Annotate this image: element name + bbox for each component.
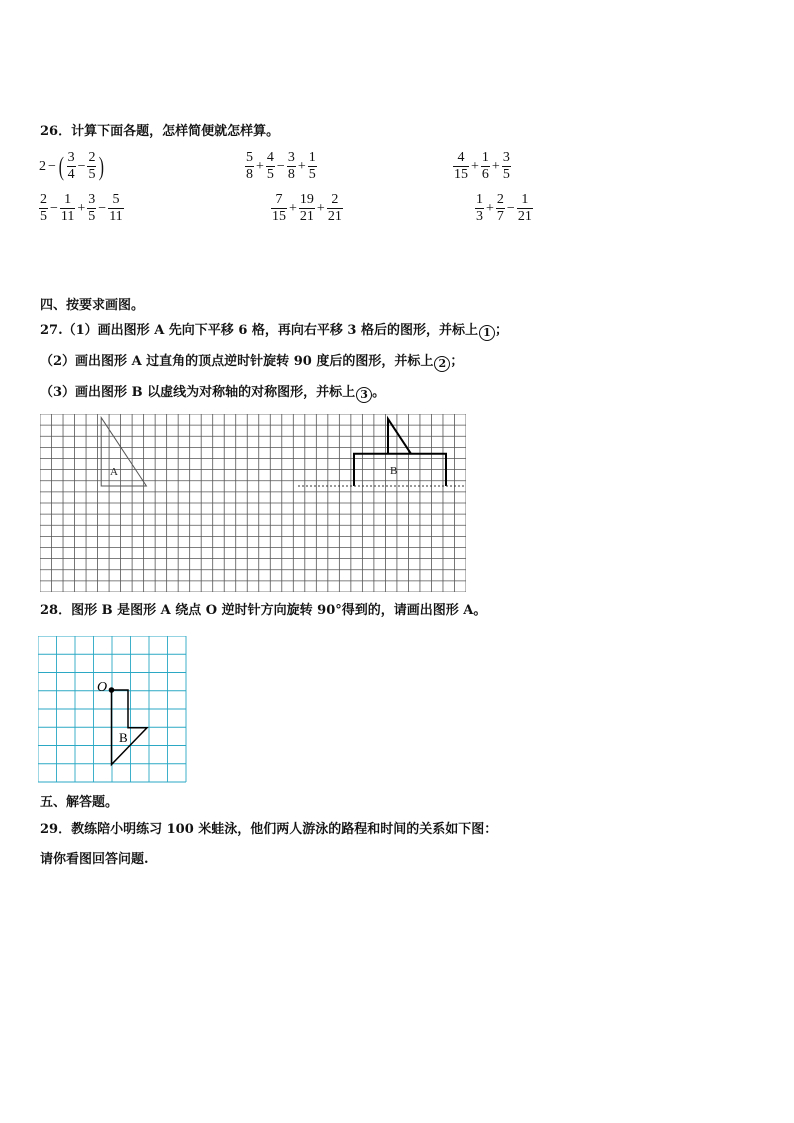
denominator: 5 [502,167,510,182]
fraction [87,150,96,183]
fraction [475,192,484,225]
operator: − [98,200,107,216]
fraction [517,192,533,225]
numerator: 3 [88,192,96,207]
denominator: 5 [88,167,96,182]
denominator: 11 [60,209,75,224]
q26-expression-3 [452,150,512,183]
parenthesis: ) [99,151,105,181]
numerator: 1 [64,192,72,207]
operator: − [48,158,56,174]
numerator: 1 [308,150,316,165]
numerator: 5 [112,192,120,207]
numerator: 3 [502,150,510,165]
numerator: 19 [299,192,314,207]
operator: + [77,200,86,216]
q27-line-2-text: （2）画出图形 A 过直角的顶点逆时针旋转 90 度后的图形，并标上 [40,354,434,369]
denominator: 3 [476,209,483,224]
numerator: 3 [67,150,75,165]
numerator: 2 [88,150,96,165]
fraction [245,150,254,183]
fraction [481,150,490,183]
circled-mark-3: 3 [356,387,372,403]
circled-mark-2: 2 [434,356,450,372]
shape-b-label: B [119,730,128,745]
fraction [60,192,75,225]
denominator: 8 [246,167,253,182]
operator: − [77,158,86,174]
q26-expression-4 [38,192,125,225]
denominator: 5 [40,209,47,224]
denominator: 5 [266,167,274,182]
operator: + [316,200,325,216]
fraction [67,150,76,183]
numerator: 1 [476,192,483,207]
q27-line-1-text: 27.（1）画出图形 A 先向下平移 6 格，再向右平移 3 格后的图形，并标上 [40,323,478,338]
denominator: 5 [308,167,316,182]
denominator: 7 [496,209,504,224]
q28-grid-figure [38,636,188,784]
q27-line-1 [40,323,508,341]
operator: 2 [39,158,46,174]
denominator: 5 [88,209,96,224]
shape-a-triangle [101,418,146,486]
q27-line-3 [40,385,385,403]
fraction [327,192,343,225]
fraction [502,150,511,183]
denominator: 4 [67,167,75,182]
fraction [271,192,287,225]
denominator: 8 [287,167,295,182]
numerator: 4 [266,150,274,165]
q27-line-2-end: ； [450,354,464,369]
numerator: 3 [287,150,295,165]
denominator: 15 [272,209,286,224]
fraction [39,192,48,225]
fraction [87,192,96,225]
circled-mark-1: 1 [479,325,495,341]
fraction [496,192,505,225]
fraction [308,150,317,183]
section5-title: 五、解答题。 [40,795,119,810]
denominator: 21 [299,209,314,224]
operator: − [276,158,285,174]
q26-title: 26．计算下面各题，怎样简便就怎样算。 [40,124,280,139]
denominator: 21 [517,209,532,224]
denominator: 6 [481,167,489,182]
q26-expression-5 [270,192,344,225]
numerator: 2 [331,192,339,207]
operator: + [289,200,297,216]
denominator: 21 [327,209,342,224]
shape-a-label: A [110,466,118,478]
numerator: 1 [481,150,489,165]
q27-line-1-end: ； [495,323,509,338]
fraction [266,150,275,183]
q27-grid-figure [40,414,466,592]
denominator: 11 [109,209,123,224]
point-o [109,687,115,693]
numerator: 1 [521,192,529,207]
numerator: 2 [496,192,504,207]
numerator: 5 [246,150,253,165]
operator: + [491,158,500,174]
operator: + [256,158,264,174]
q29-line-2: 请你看图回答问题. [40,852,149,867]
numerator: 4 [457,150,465,165]
q27-line-2 [40,354,463,372]
operator: + [471,158,479,174]
section4-title: 四、按要求画图。 [40,298,145,313]
numerator: 2 [40,192,47,207]
shape-b-label: B [390,465,398,477]
q26-expression-6 [474,192,534,225]
operator: − [50,200,58,216]
q27-line-3-text: （3）画出图形 B 以虚线为对称轴的对称图形，并标上 [40,385,356,400]
fraction [287,150,296,183]
point-o-label: O [97,680,108,695]
parenthesis: ( [58,151,64,181]
operator: − [506,200,515,216]
denominator: 15 [454,167,468,182]
operator: + [297,158,306,174]
q27-line-3-end: 。 [372,385,386,400]
fraction [453,150,469,183]
fraction [299,192,315,225]
q26-expression-2 [244,150,318,183]
fraction [108,192,123,225]
operator: + [486,200,494,216]
numerator: 7 [275,192,283,207]
q29-line-1: 29．教练陪小明练习 100 米蛙泳，他们两人游泳的路程和时间的关系如下图： [40,822,498,837]
q26-expression-1 [38,150,106,183]
q28-text: 28．图形 B 是图形 A 绕点 O 逆时针方向旋转 90°得到的，请画出图形 A。 [40,603,487,618]
